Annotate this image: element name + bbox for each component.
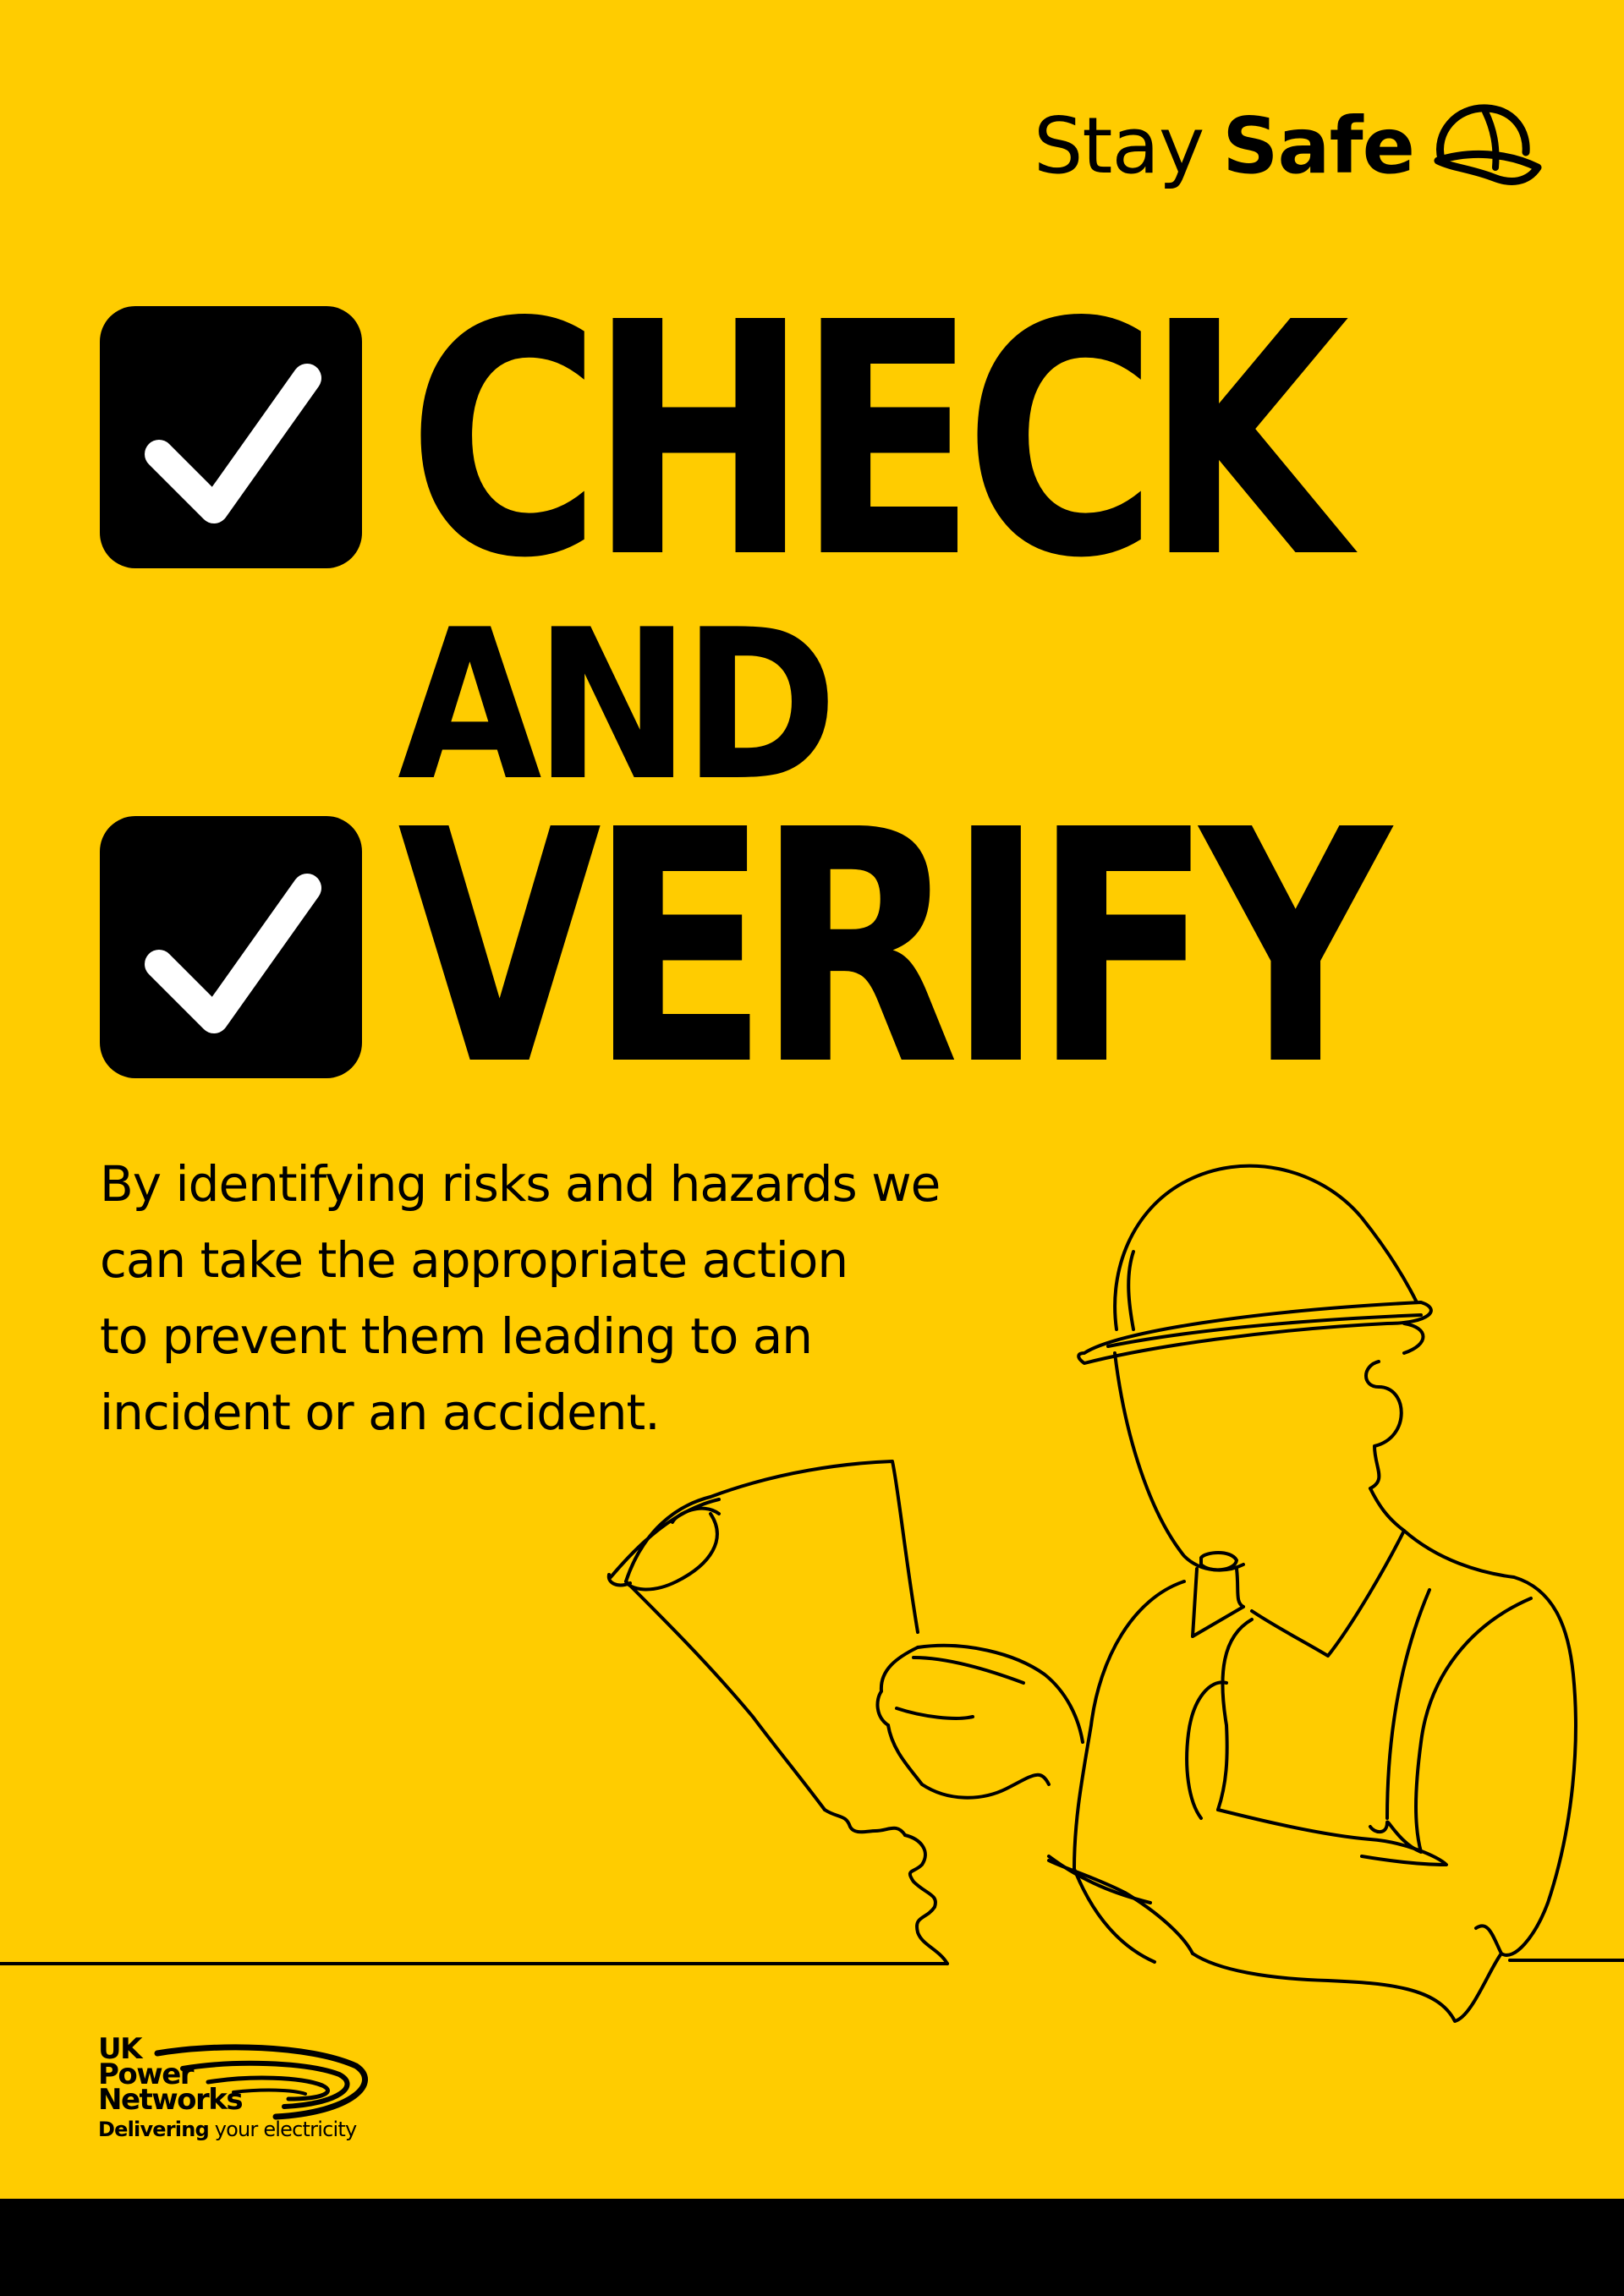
headline-verify: VERIFY bbox=[398, 761, 1379, 1136]
uk-power-networks-swoosh-icon bbox=[149, 2036, 377, 2129]
logo-line-uk: UK bbox=[98, 2032, 141, 2066]
logo-line-power: Power bbox=[98, 2058, 194, 2091]
footer-bar bbox=[0, 2199, 1624, 2296]
body-line: can take the appropriate action bbox=[100, 1231, 848, 1289]
stay-text: Stay bbox=[1034, 101, 1204, 191]
uk-power-networks-logo bbox=[98, 2032, 357, 2141]
checkbox-check-icon bbox=[100, 306, 362, 568]
tagline-rest: your electricity bbox=[208, 2118, 357, 2141]
logo-line-networks: Networks bbox=[98, 2083, 243, 2117]
body-line: to prevent them leading to an bbox=[100, 1307, 813, 1365]
checkbox-check-icon bbox=[100, 816, 362, 1078]
hard-hat-icon bbox=[1426, 100, 1544, 193]
worker-illustration bbox=[0, 1125, 1624, 2055]
body-line: incident or an accident. bbox=[100, 1384, 660, 1441]
headline-check: CHECK bbox=[408, 254, 1337, 628]
headline-and: AND bbox=[398, 585, 831, 826]
safe-text: Safe bbox=[1222, 101, 1415, 191]
stay-safe-header bbox=[1034, 100, 1544, 193]
tagline-bold: Delivering bbox=[98, 2118, 209, 2141]
body-line: By identifying risks and hazards we bbox=[100, 1155, 941, 1213]
